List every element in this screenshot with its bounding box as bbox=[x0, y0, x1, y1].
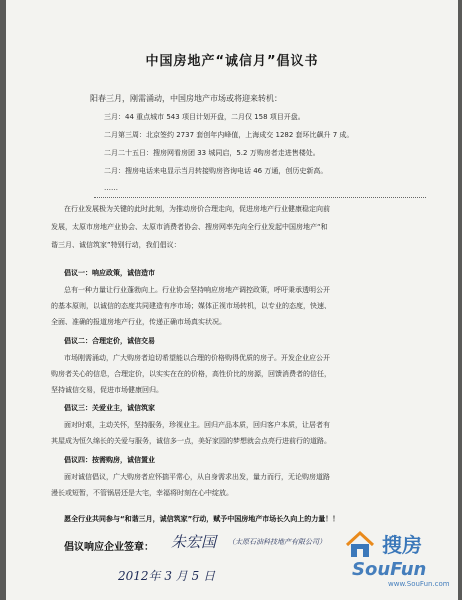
section-4-heading: 倡议四：按需购房，诚信置业 bbox=[64, 456, 155, 464]
watermark-en-text: SouFun bbox=[352, 559, 427, 580]
watermark-cn-text: 搜房 bbox=[382, 533, 422, 557]
section-3-heading: 倡议三：关爱业主，诚信筑家 bbox=[64, 404, 155, 412]
bullet-5: …… bbox=[104, 184, 118, 192]
body-line-1: 在行业发展极为关键的此时此刻，为推动房价合理走向，促进房地产行业健康稳定向前 bbox=[64, 205, 330, 213]
bullet-1: 三月：44 重点城市 543 项目计划开盘，二月仅 158 项目开盘。 bbox=[104, 113, 305, 121]
signature-company-note: （太原石油科技地产有限公司） bbox=[228, 538, 326, 546]
intro-line: 阳春三月，刚需涌动，中国房地产市场或将迎来转机： bbox=[90, 94, 282, 103]
divider bbox=[94, 197, 426, 198]
section-1-line-3: 全面、准确的报道房地产行业，传递正确市场真实状况。 bbox=[51, 318, 226, 326]
handwritten-date: 2012年 3 月 5 日 bbox=[118, 569, 216, 583]
body-line-3: 谐三月、诚信筑家”特别行动，我们倡议： bbox=[51, 241, 181, 249]
section-1-line-1: 总有一种力量让行业蓬勃向上。行业协会坚持响应房地产调控政策，呼吁秉承透明公开 bbox=[64, 286, 330, 294]
section-2-line-1: 市场刚需涌动，广大购房者迫切希望能以合理的价格购得优质的房子。开发企业应公开 bbox=[64, 354, 330, 362]
watermark-url: www.SouFun.com bbox=[388, 580, 450, 588]
section-3-line-1: 面对时艰，主动关怀，坚持服务，珍视业主。回归产品本质，回归客户本质，让居者有 bbox=[64, 421, 330, 429]
section-1-heading: 倡议一：响应政策，诚信造市 bbox=[64, 269, 155, 277]
document-page bbox=[6, 0, 458, 600]
handwritten-signature: 朱宏国 bbox=[171, 533, 217, 551]
body-line-2: 发展，太原市房地产业协会、太原市消费者协会、搜房网率先向全行业发起中国房地产“和 bbox=[51, 223, 328, 231]
section-2-line-3: 坚持诚信交易，促进市场健康回归。 bbox=[51, 386, 163, 394]
signature-label: 倡议响应企业签章： bbox=[64, 542, 154, 553]
closing-line: 愿全行业共同参与“和谐三月，诚信筑家”行动，赋予中国房地产市场长久向上的力量！！ bbox=[64, 515, 340, 523]
bullet-3: 二月二十五日：搜房网看房团 33 城同启，5.2 万购房者走进售楼处。 bbox=[104, 149, 320, 157]
section-1-line-2: 的基本原则，以诚信的态度共同建造有序市场；媒体正视市场转机，以专业的态度，快速、 bbox=[51, 302, 331, 310]
bullet-2: 二月第三周：北京签约 2737 套创年内峰值，上海成交 1282 套环比飙升 7 成。 bbox=[104, 131, 354, 139]
house-logo-icon bbox=[347, 533, 373, 557]
section-2-line-2: 购房者关心的信息，合理定价，以实实在在的价格，高性价比的房源，回馈消费者的信任， bbox=[51, 370, 331, 378]
document-title: 中国房地产“诚信月”倡议书 bbox=[145, 54, 319, 69]
section-4-line-2: 漫长或短暂，不管锅居还是大宅，幸福将时刻在心中绽放。 bbox=[51, 489, 233, 497]
bullet-4: 二月：搜房电话来电显示当月转接购房咨询电话 46 万通，创历史新高。 bbox=[104, 167, 328, 175]
section-2-heading: 倡议二：合理定价，诚信交易 bbox=[64, 337, 155, 345]
section-3-line-2: 其屋成为恒久绵长的关爱与服务，诚信多一点，美好家园的梦想就会点亮行进前行的道路。 bbox=[51, 437, 331, 445]
soufun-watermark bbox=[344, 527, 456, 589]
section-4-line-1: 面对诚信倡议，广大购房者应怀揣平常心，从自身需求出发，量力而行，无论购房道路 bbox=[64, 473, 330, 481]
